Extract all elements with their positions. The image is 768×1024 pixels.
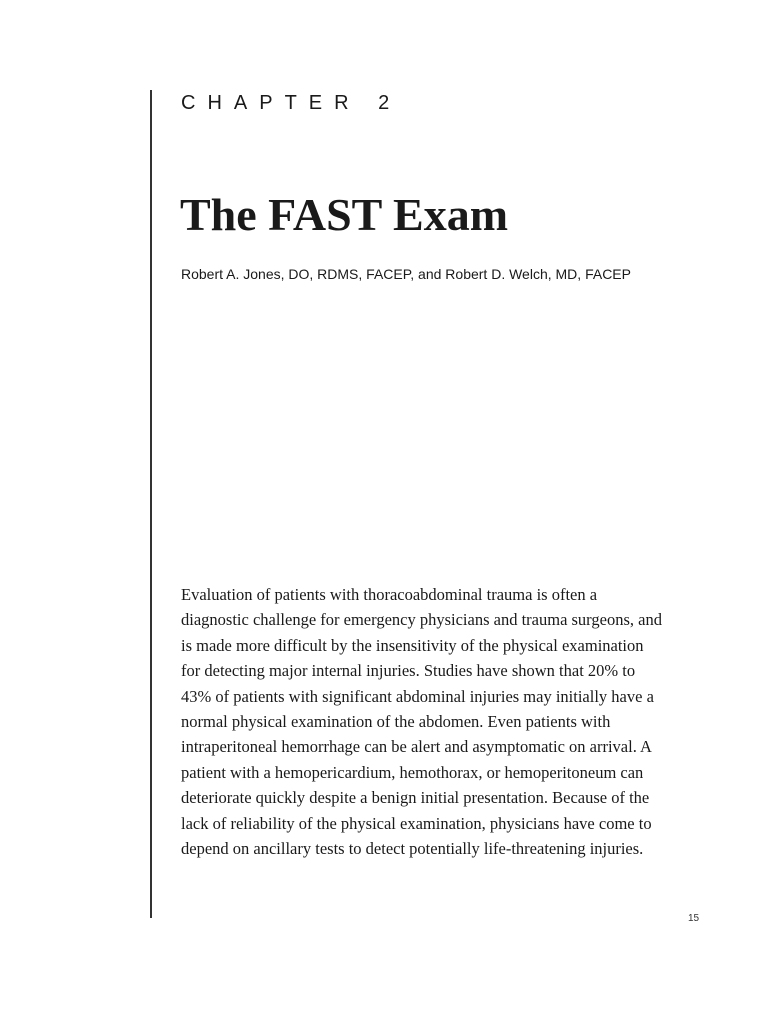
body-line: intraperitoneal hemorrhage can be alert and asymptomatic on arrival. A [181, 737, 652, 757]
body-line: is made more difficult by the insensitivity of the physical examination [181, 635, 644, 655]
body-line: depend on ancillary tests to detect potentially life-threatening injuries. [181, 839, 644, 859]
body-line: normal physical examination of the abdomen. Even patients with [181, 712, 611, 732]
body-paragraph [181, 582, 711, 861]
body-line: lack of reliability of the physical examination, physicians have come to [181, 813, 652, 833]
authors-line: Robert A. Jones, DO, RDMS, FACEP, and Robert D. Welch, MD, FACEP [181, 266, 631, 282]
body-line: 43% of patients with significant abdominal injuries may initially have a [181, 686, 654, 706]
vertical-rule [150, 90, 152, 918]
body-line: diagnostic challenge for emergency physicians and trauma surgeons, and [181, 610, 662, 630]
chapter-title: The FAST Exam [180, 189, 509, 240]
body-line: patient with a hemopericardium, hemothorax, or hemoperitoneum can [181, 762, 644, 782]
body-line: for detecting major internal injuries. Studies have shown that 20% to [181, 661, 636, 681]
chapter-label: CHAPTER 2 [181, 92, 402, 114]
body-line: Evaluation of patients with thoracoabdominal trauma is often a [181, 585, 598, 604]
page-number: 15 [688, 913, 700, 924]
body-line: deteriorate quickly despite a benign initial presentation. Because of the [181, 788, 650, 808]
